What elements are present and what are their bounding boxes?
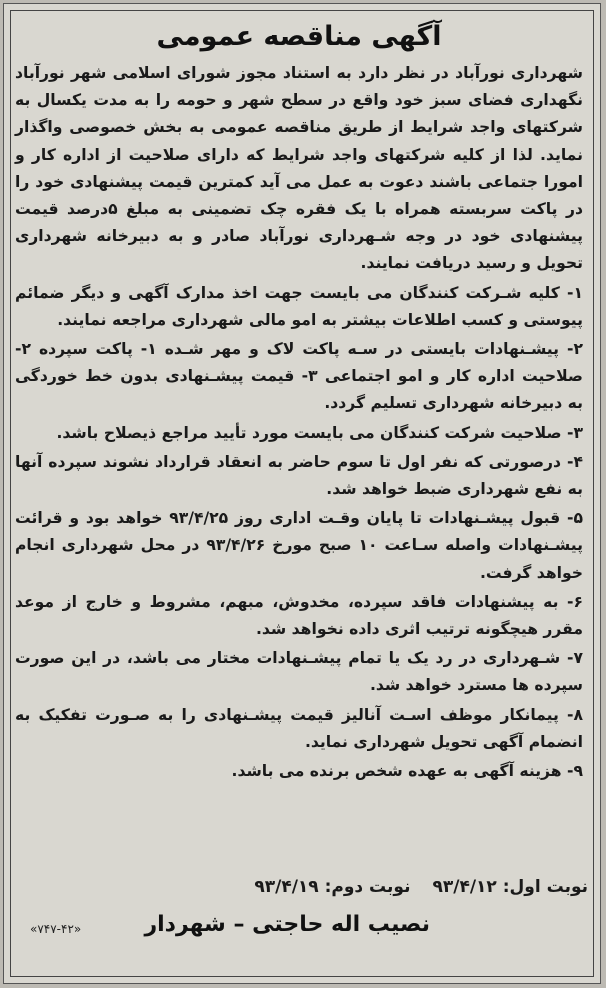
first-round-date: نوبت اول: ۹۳/۴/۱۲: [432, 877, 588, 897]
publication-rounds: [104, 877, 588, 897]
notice-frame: [10, 10, 594, 977]
condition-item: ۵- قبول پیشـنهادات تا پایان وقـت اداری روز ۹۳/۴/۲۵ خواهد بود و قرائت پیشـنهادات واصله سـاعت ۱۰ صبح مورخ ۹۳/۴/۲۶ در محل شهرداری انجام خواهد گرفت.: [15, 509, 584, 582]
condition-item: ۳- صلاحیت شرکت کنندگان می بایست مورد تأیید مراجع ذیصلاح باشد.: [56, 423, 583, 442]
condition-item: ۷- شـهرداری در رد یک یا تمام پیشـنهادات مختار می باشد، در این صورت سپرده ها مسترد خواهد شد.: [15, 649, 583, 695]
condition-item: ۱- کلیه شـرکت کنندگان می بایست جهت اخذ مدارک آگهی و دیگر ضمائم پیوستی و کسب اطلاعات بیشتر به امو مالی شهرداری مراجعه نمایند.: [15, 283, 583, 329]
condition-item: ۹- هزینه آگهی به عهده شخص برنده می باشد.: [231, 762, 583, 781]
condition-item: ۴- درصورتی که نفر اول تا سوم حاضر به انعقاد قرارداد نشوند سپرده آنها به نفع شهرداری ضبط خواهد شد.: [15, 452, 583, 499]
notice-title: آگهی مناقصه عمومی: [156, 21, 442, 52]
condition-item: ۸- پیمانکار موظف اسـت آنالیز قیمت پیشـنهادی را به صـورت تفکیک به انضمام آگهی تحویل شهرداری نماید.: [15, 705, 583, 751]
second-round-date: نوبت دوم: ۹۳/۴/۱۹: [254, 877, 411, 897]
condition-item: ۶- به پیشنهادات فاقد سپرده، مخدوش، مبهم، مشروط و خارج از موعد مقرر هیچگونه ترتیب اثری داده نخواهد شد.: [15, 592, 583, 639]
notice-code: «۷۴۷-۴۲»: [30, 922, 82, 936]
notice-intro: شهرداری نورآباد در نظر دارد به استناد مجوز شورای اسلامی شهر نورآباد نگهداری فضای سبز خود واقع در سطح شهر و حومه را به مدت یکسال به شرکتهای واجد شرایط از طریق مناقصه عمومی به بخش خصوصی واگذار نماید. لذا از کلیه شرکتهای واجد شرایط که دارای صلاحیت از اداره کار و امورا جتماعی باشند دعوت به عمل می آید کمترین قیمت پیشنهادی خود را در پاکت سربسته همراه با یک فقره چک تضمینی به مبلغ ۵درصد قیمت پیشنهادی خود در وجه شـهرداری نورآباد صادر و به دبیرخانه شهرداری تحویل و رسید دریافت نمایند.: [15, 64, 583, 273]
signer-name: نصیب اله حاجتی – شهردار: [144, 912, 430, 937]
notice-body: [15, 17, 583, 785]
condition-item: ۲- پیشـنهادات بایستی در سـه پاکت لاک و مهر شـده ۱- پاکت سپرده ۲- صلاحیت اداره کار و امو اجتماعی ۳- قیمت پیشـنهادی بدون خط خوردگی به دبیرخانه شهرداری تسلیم گردد.: [15, 340, 583, 413]
newspaper-clipping: [3, 3, 601, 984]
